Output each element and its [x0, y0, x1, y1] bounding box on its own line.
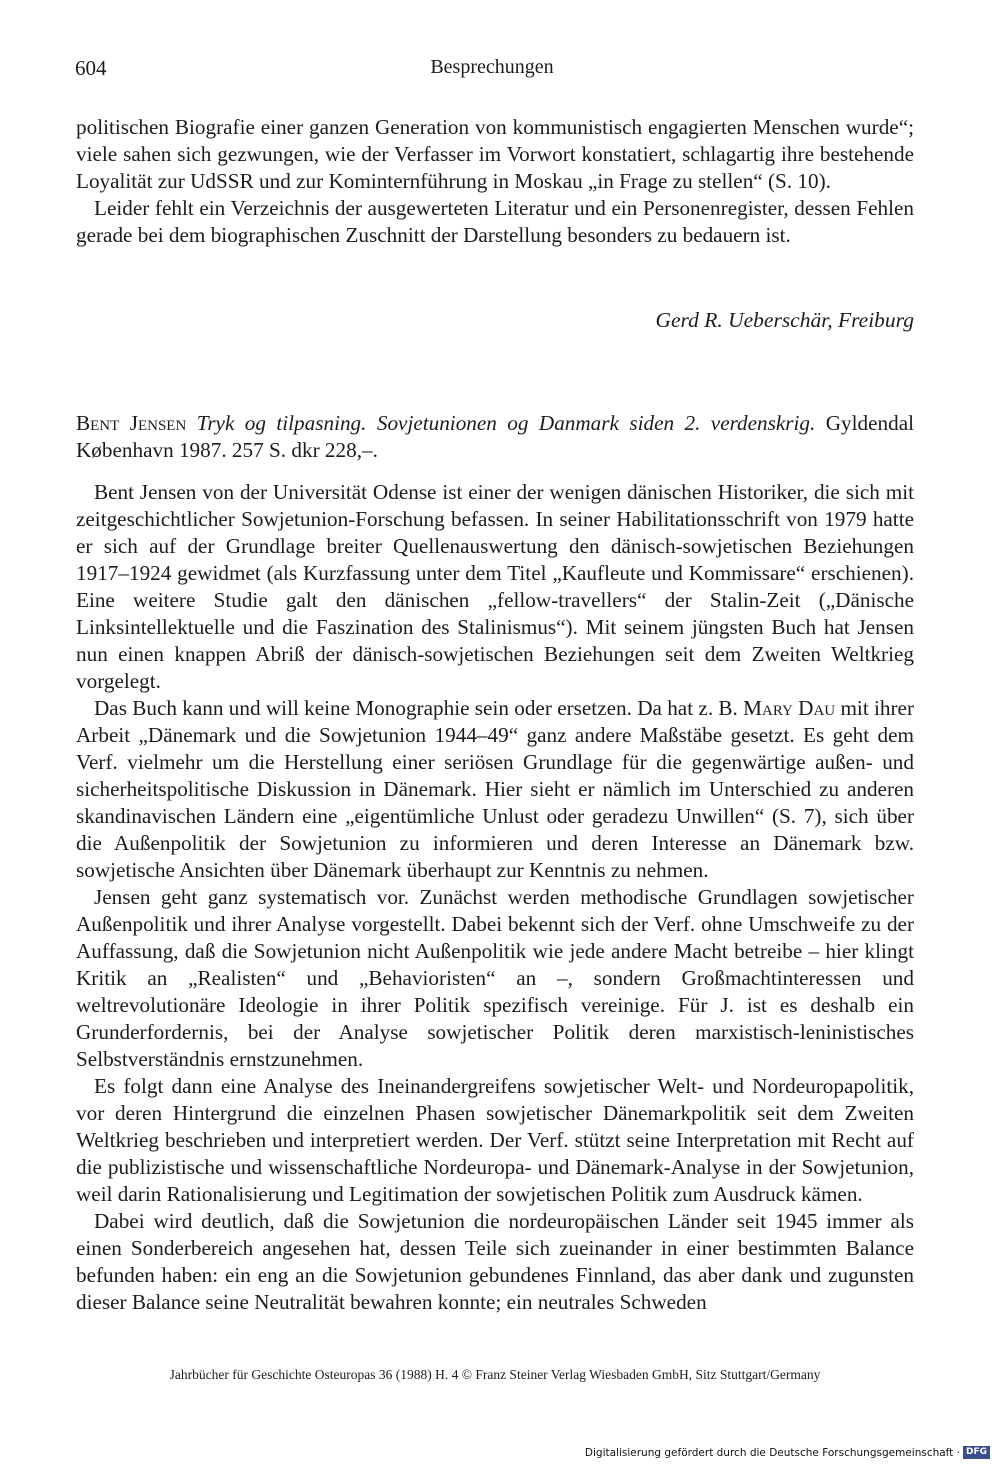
cited-author-name: Mary Dau [743, 696, 836, 720]
running-head: Besprechungen [430, 56, 554, 78]
book-author: Bent Jensen [76, 411, 187, 435]
reviewer-signature: Gerd R. Ueberschär, Freiburg [655, 308, 914, 332]
paragraph-text: Das Buch kann und will keine Monographie sein oder ersetzen. Da hat z. B. [94, 696, 738, 720]
digitization-text: Digitalisierung gefördert durch die Deutsche Forschungsgemeinschaft · [584, 1446, 960, 1459]
paragraph: Dabei wird deutlich, daß die Sowjetunion die nordeuropäischen Länder seit 1945 immer als einen Sonderbereich angesehen hat, dessen Teile sich zueinander in einer bestimmten Balance befunden haben: ein eng an die Sowjetunion gebundenes Finnland, das aber dank und zugunsten dieser Balance seine Neutralität bewahren konnte; ein neutrales Schweden [76, 1209, 914, 1314]
review-heading [76, 410, 914, 464]
paragraph: Bent Jensen von der Universität Odense ist einer der wenigen dänischen Historiker, die sich mit zeitgeschichtlicher Sowjetunion-Forschung befassen. In seiner Habilitationsschrift von 1979 hatte er sich auf der Grundlage breiter Quellenauswertung den dänisch-sowjetischen Beziehungen 1917–1924 gewidmet (als Kurzfassung unter dem Titel „Kaufleute und Kommissare“ erschienen). Eine weitere Studie galt den dänischen „fellow-travellers“ der Stalin-Zeit („Dänische Linksintellektuelle und die Faszination des Stalinismus“). Mit seinem jüngsten Buch hat Jensen nun einen knappen Abriß der dänisch-sowjetischen Beziehungen seit dem Zweiten Weltkrieg vorgelegt. [76, 480, 914, 693]
review-body [76, 479, 914, 1316]
book-title: Tryk og tilpasning. Sovjetunionen og Danmark siden 2. verdenskrig. [196, 411, 816, 435]
paragraph: Es folgt dann eine Analyse des Ineinandergreifens sowjetischer Welt- und Nordeuropapolitik, vor deren Hintergrund die einzelnen Phasen sowjetischer Dänemarkpolitik seit dem Zweiten Weltkrieg beschrieben und interpretiert werden. Der Verf. stützt seine Interpretation mit Recht auf die publizistische und wissenschaftliche Nordeuropa- und Dänemark-Analyse in der Sowjetunion, weil darin Rationalisierung und Legitimation der sowjetischen Politik zum Ausdruck kämen. [76, 1074, 914, 1206]
previous-review-text [76, 114, 914, 249]
paragraph [76, 695, 914, 884]
paragraph: Jensen geht ganz systematisch vor. Zunächst werden methodische Grundlagen sowjetischer Außenpolitik und ihrer Analyse vorgestellt. Dabei bekennt sich der Verf. ohne Umschweife zu der Auffassung, daß die Sowjetunion nicht Außenpolitik wie jede andere Macht betreibe – hier klingt Kritik an „Realisten“ und „Behavioristen“ an –, sondern Großmachtinteressen und weltrevolutionäre Ideologie in ihrer Politik spezifisch vereinige. Für J. ist es deshalb ein Grunderfordernis, bei der Analyse sowjetischer Politik deren marxistisch-leninistisches Selbstverständnis ernstzunehmen. [76, 885, 914, 1071]
paragraph: politischen Biografie einer ganzen Generation von kommunistisch engagierten Menschen wurde“; viele sahen sich gezwungen, wie der Verfasser im Vorwort konstatiert, schlagartig ihre bestehende Loyalität zur UdSSR und zur Kominternführung in Moskau „in Frage zu stellen“ (S. 10). [76, 115, 914, 193]
paragraph-text: mit ihrer Arbeit „Dänemark und die Sowjetunion 1944–49“ ganz andere Maßstäbe gesetzt. Es geht dem Verf. vielmehr um die Herstellung einer seriösen Grundlage für die gegenwärtige außen- und sicherheitspolitische Diskussion in Dänemark. Hier sieht er nämlich im Unterschied zu anderen skandinavischen Ländern eine „eigentümliche Unlust oder geradezu Unwillen“ (S. 7), sich über die Außenpolitik der Sowjetunion zu informieren und deren Interesse an Dänemark bzw. sowjetische Ansichten über Dänemark überhaupt zur Kenntnis zu nehmen. [76, 696, 915, 882]
digitization-note [585, 1446, 990, 1459]
paragraph: Leider fehlt ein Verzeichnis der ausgewerteten Literatur und ein Personenregister, dessen Fehlen gerade bei dem biographischen Zuschnitt der Darstellung besonders zu bedauern ist. [76, 196, 914, 247]
book-publication: Gyldendal København 1987. 257 S. dkr 228,–. [76, 411, 915, 462]
dfg-logo-icon: DFG [963, 1446, 990, 1459]
journal-footer: Jahrbücher für Geschichte Osteuropas 36 (1988) H. 4 © Franz Steiner Verlag Wiesbaden GmbH, Sitz Stuttgart/Germany [169, 1367, 821, 1382]
page-number: 604 [75, 56, 107, 80]
